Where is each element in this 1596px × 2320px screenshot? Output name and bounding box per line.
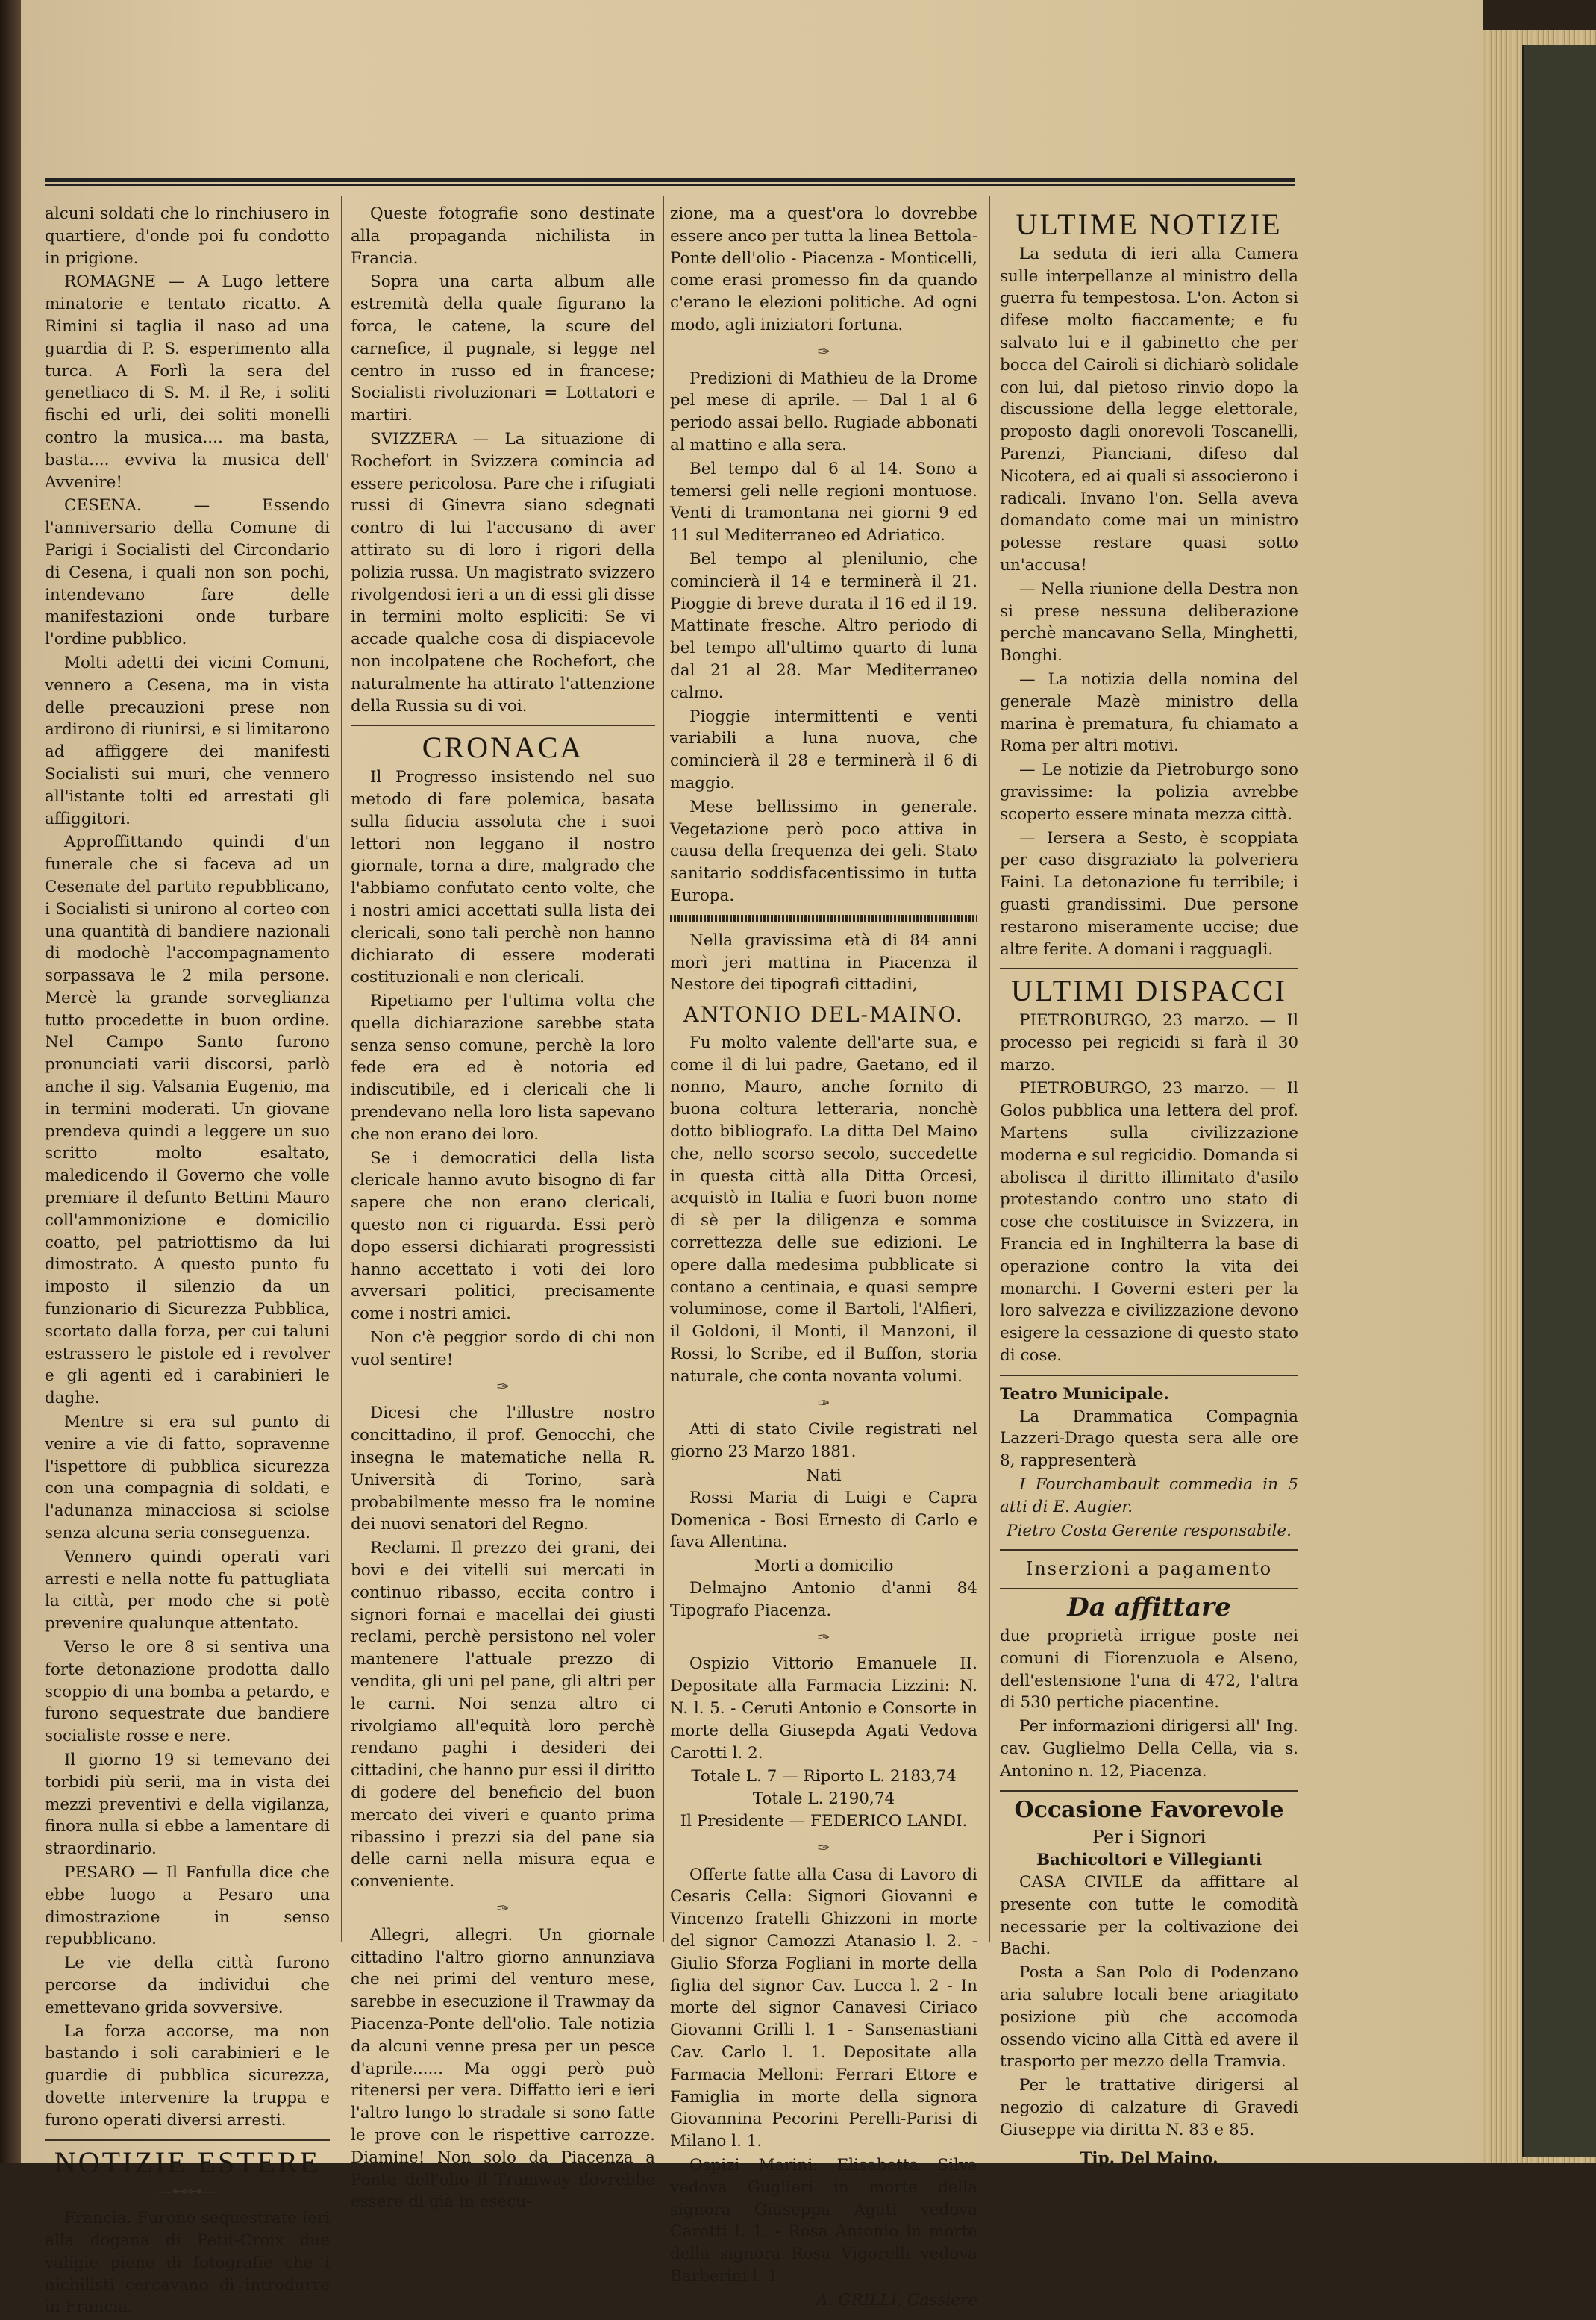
book-binding: [1522, 45, 1596, 2157]
article-text: Molti adetti dei vicini Comuni, vennero a Cesena, ma in vista delle precauzioni prese non ardirono di riunirsi, e si limitarono ad affiggere dei manifesti Socialisti sui muri, che vennero all'istante tolti ed arrestati gli affiggitori.: [45, 653, 330, 828]
column-4: [1000, 203, 1298, 2169]
section-heading-cronaca: CRONACA: [422, 731, 584, 765]
article-text: Vennero quindi operati vari arresti e nella notte fu pattugliata la città, per modo che si potè prevenire qualunque attentato.: [45, 1547, 330, 1633]
ornament: ✑: [817, 342, 830, 360]
teatro-text: La Drammatica Compagnia Lazzeri-Drago questa sera alle ore 8, rappresenterà: [1000, 1407, 1298, 1471]
morti-list: Delmajno Antonio d'anni 84 Tipografo Piacenza.: [670, 1579, 977, 1620]
section-heading-ultime-notizie: ULTIME NOTIZIE: [1016, 207, 1283, 241]
column-separator: [989, 196, 990, 1942]
section-divider: [1000, 968, 1298, 969]
presidente-line: Il Presidente — FEDERICO LANDI.: [680, 1811, 968, 1830]
casa-lavoro-offerte: Offerte fatte alla Casa di Lavoro di Cesaris Cella: Signori Giovanni e Vincenzo fratelli Ghizzoni in morte del signor Camozzi Atanasio l. 2. - Giulio Sforza Fogliani in morte della figlia del signor Cav. Lucca l. 2 - In morte del signor Canavesi Ciriaco Giovanni Grilli l. 1 - Sansenastiani Cav. Carlo l. 1. Depositate alla Farmacia Melloni: Ferrari Ettore e Famiglia in morte della signora Giovannina Pecorini Perelli-Parisi di Milano l. 1.: [670, 1865, 977, 2151]
ornament: ✑: [817, 1393, 830, 1412]
inserzioni-heading: Inserzioni a pagamento: [1025, 1558, 1273, 1580]
article-reclami: Reclami. Il prezzo dei grani, dei bovi e dei vitelli sui mercati in continuo ribasso, eccita contro i signori fornai e macellai dei giusti reclami, perchè persistono nel voler mantenere l'attuale prezzo di vendita, gli uni pel pane, gli altri per le carni. Noi senza altro ci rivolgiamo all'equità loro perchè rendano paghi i desideri dei cittadini, che hanno pur essi il diritto di godere del beneficio del buon mercato dei viveri e quanto prima ribassino i prezzi sia del pane sia delle carni nella misura equa e conveniente.: [351, 1539, 655, 1892]
article-text: Verso le ore 8 si sentiva una forte detonazione prodotta dallo scoppio di una bomba a petardo, e furono sequestrate due bandiere socialiste rosse e nere.: [45, 1638, 330, 1746]
article-text: — Iersera a Sesto, è scoppiata per caso disgraziato la polveriera Faini. La detonazione fu terribile; i guasti grandissimi. Due persone restarono miseramente uccise; due altre ferite. A domani i ragguagli.: [1000, 828, 1298, 959]
article-romagne: ROMAGNE — A Lugo lettere minatorie e tentato ricatto. A Rimini si taglia il naso ad una guardia di P. S. esperimento alla turca. A Forlì la sera del genetliaco di S. M. il Re, i soliti fischi ed urli, dei soliti monelli contro la musica.... ma basta, basta.... evviva la musica dell' Avvenire!: [45, 272, 330, 492]
dispatch: PIETROBURGO, 23 marzo. — Il Golos pubblica una lettera del prof. Martens sulla civilizzazione moderna e sul regicidio. Domanda si abolisca il diritto illimitato d'asilo protestando contro uno stato di cose che costituisce in Svizzera, in Francia ed in Inghilterra la base di operazione contro la vita dei monarchi. I Governi esteri per la loro salvezza e civilizzazione devono esigere la cessazione di questo stato di cose.: [1000, 1079, 1298, 1366]
section-divider: [670, 915, 977, 922]
article-text: Mese bellissimo in generale. Vegetazione però poco attiva in causa della frequenza dei geli. Stato sanitario soddisfacentissimo in tutta Europa.: [670, 797, 977, 905]
ospizi-marini: Ospizi Marini: Elisabetta Silva vedova Guglieri in morte della signora Giuseppa Agati vedova Carotti l. 1. - Rosa Antonio in morte della signora Rosa Vigorelli vedova Barberini l. 1.: [670, 2155, 977, 2286]
ornament: ✑: [496, 1377, 510, 1395]
article-dicesi: Dicesi che l'illustre nostro concittadino, il prof. Genocchi, che insegna le matematiche nella R. Università di Torino, sarà probabilmente messo fra le nomine dei nuovi senatori del Regno.: [351, 1404, 655, 1534]
section-heading-ultimi-dispacci: ULTIMI DISPACCI: [1011, 974, 1287, 1008]
obituary-name: ANTONIO DEL-MAINO.: [683, 1002, 964, 1028]
gerente-line: Pietro Costa Gerente responsabile.: [1007, 1521, 1292, 1540]
article-text: La forza accorse, ma non bastando i soli carabinieri e le guardie di pubblica sicurezza, dovette intervenire la truppa e furono operati diversi arresti.: [45, 2022, 330, 2130]
section-divider: [351, 725, 655, 726]
article-text: Se i democratici della lista clericale hanno avuto bisogno di far sapere che non erano clericali, questo non ci riguarda. Essi però dopo essersi dichiarati progressisti hanno accettato i voti dei loro avversari politici, precisamente come i nostri amici.: [351, 1148, 655, 1324]
column-2: [351, 203, 655, 2215]
section-heading-notizie-estere: NOTIZIE ESTERE: [54, 2145, 321, 2179]
morti-label: Morti a domicilio: [754, 1557, 894, 1576]
ad-subtitle: Per i Signori: [1092, 1827, 1207, 1848]
ornament: ✑: [817, 1838, 830, 1857]
ad-text: CASA CIVILE da affittare al presente con tutte le comodità necessarie per la coltivazione dei Bachi.: [1000, 1872, 1298, 1959]
article-text: Ripetiamo per l'ultima volta che quella dichiarazione sarebbe stata senza senso comune, perchè la loro fede era ed è notoria ed indiscutibile, ed i clericali che li prendevano nella loro lista sapevano che non erano dei loro.: [351, 992, 655, 1144]
printer-imprint: Tip. Del Maino.: [1080, 2148, 1218, 2168]
article-text: zione, ma a quest'ora lo dovrebbe essere anco per tutta la linea Bettola-Ponte dell'olio - Piacenza - Monticelli, come erasi promesso fin da quando c'erano le elezioni politiche. Ad ogni modo, agli iniziatori fortuna.: [670, 204, 977, 334]
ad-text: Posta a San Polo di Podenzano aria salubre locali bene ariagitato posizione più che accomoda ossendo vicino alla Città ed avere il trasporto per mezzo della Tramvia.: [1000, 1963, 1298, 2072]
article-cesena: CESENA. — Essendo l'anniversario della Comune di Parigi i Socialisti del Circondario di Cesena, i quali non son pochi, intendevano fare delle manifestazioni onde turbare l'ordine pubblico.: [45, 496, 330, 649]
article-text: — Le notizie da Pietroburgo sono gravissime: la polizia avrebbe scoperto essere minata mezza città.: [1000, 760, 1298, 824]
ornament: —⊷⊶—: [157, 2182, 217, 2201]
article-text: Bel tempo al plenilunio, che comincierà il 14 e terminerà il 21. Pioggie di breve durata il 16 ed il 19. Mattinate fresche. Altro periodo di bel tempo all'ultimo quarto di luna dal 21 al 28. Mar Mediterraneo calmo.: [670, 549, 977, 702]
article-text: La seduta di ieri alla Camera sulle interpellanze al ministro della guerra fu tempestosa. L'on. Acton si difese molto fiaccamente; e fu salvato lui e il gabinetto che per bocca del Cairoli si dichiarò solidale con lui, dal pietoso rinvio dopo la discussione della legge elettorale, proposto dagli onorevoli Toscanelli, Parenzi, Pianciani, difeso dal Nicotera, ed ai quali si associerono i radicali. Invano l'on. Sella aveva domandato come mai un ministro potesse restare quasi sotto un'accusa!: [1000, 244, 1298, 575]
article-text: Pioggie intermittenti e venti variabili a luna nuova, che comincierà il 28 e terminerà il 6 di maggio.: [670, 707, 977, 792]
article-text: — Nella riunione della Destra non si prese nessuna deliberazione perchè mancavano Sella, Minghetti, Bonghi.: [1000, 579, 1298, 666]
article-text: Mentre si era sul punto di venire a vie di fatto, sopravenne l'ispettore di pubblica sicurezza con una compagnia di soldati, e l'adunanza minacciosa si sciolse senza alcuna seria conseguenza.: [45, 1413, 330, 1543]
dispatch: PIETROBURGO, 23 marzo. — Il processo pei regicidi si farà il 30 marzo.: [1000, 1011, 1298, 1075]
obituary-intro: Nella gravissima età di 84 anni morì jeri mattina in Piacenza il Nestore dei tipografi cittadini,: [670, 931, 977, 995]
article-text: Bel tempo dal 6 al 14. Sono a temersi geli nelle regioni montuose. Venti di tramontana nei giorni 9 ed 11 sul Mediterraneo ed Adriatico.: [670, 459, 977, 545]
article-svizzera: SVIZZERA — La situazione di Rochefort in Svizzera comincia ad essere pericolosa. Pare che i rifugiati russi di Ginevra siano sdegnati contro di lui l'accusano di aver attirato su di loro i rigori della polizia russa. Un magistrato svizzero rivolgendosi ieri a un di essi gli disse in termini molto espliciti: Se vi accade qualche cosa di dispiacevole non incolpatene che Rochefort, che naturalmente ha attirato l'attenzione della Russia su di voi.: [351, 429, 655, 716]
article-text: alcuni soldati che lo rinchiusero in quartiere, d'onde poi fu condotto in prigione.: [45, 204, 330, 268]
ornament: ✑: [817, 1628, 830, 1646]
obituary-text: Fu molto valente dell'arte sua, e come il di lui padre, Gaetano, ed il nonno, Mauro, anche fornito di buona coltura letteraria, nonchè dotto bibliografo. La ditta Del Maino che, nello scorso secolo, succedette in questa città alla Ditta Orcesi, acquistò in Italia e fuori buon nome di sè per la diligenza e somma correttezza delle sue edizioni. Le opere dalla medesima pubblicate si contano a centinaia, e quasi sempre voluminose, come il Bartoli, l'Alfieri, il Goldoni, il Monti, il Manzoni, il Rossi, lo Scribe, ed il Buffon, storia naturale, che conta novanta volumi.: [670, 1033, 977, 1386]
column-separator: [663, 196, 664, 1942]
section-divider: [1000, 1588, 1298, 1589]
totale-line: Totale L. 2190,74: [752, 1789, 895, 1809]
article-pesaro: PESARO — Il Fanfulla dice che ebbe luogo a Pesaro una dimostrazione in senso repubblicano.: [45, 1863, 330, 1949]
section-divider: [1000, 1790, 1298, 1792]
ad-text: Per le trattative dirigersi al negozio di calzature di Gravedi Giuseppe via diritta N. 83 e 85.: [1000, 2076, 1298, 2139]
ospizio-offerte: Ospizio Vittorio Emanuele II. Depositate alla Farmacia Lizzini: N. N. l. 5. - Ceruti Antonio e Consorte in morte della Giusepda Agati Vedova Carotti l. 2.: [670, 1654, 977, 1763]
section-divider: [1000, 1375, 1298, 1376]
article-text: Il giorno 19 si temevano dei torbidi più serii, ma in vista dei mezzi preventivi e della vigilanza, finora nulla si ebbe a lamentare di straordinario.: [45, 1750, 330, 1859]
book-spine-edge: [0, 0, 21, 2163]
article-text: Non c'è peggior sordo di chi non vuol sentire!: [351, 1328, 655, 1369]
ad-text: Per informazioni dirigersi all' Ing. cav. Guglielmo Della Cella, via s. Antonino n. 12, Piacenza.: [1000, 1717, 1298, 1780]
article-text: Sopra una carta album alle estremità della quale figurano la forca, le catene, la scure del carnefice, il pugnale, si legge nel centro in russo ed in francese; Socialisti rivoluzionari = Lottatori e martiri.: [351, 272, 655, 425]
article-text: Queste fotografie sono destinate alla propaganda nichilista in Francia.: [351, 204, 655, 268]
column-3: [670, 203, 977, 2312]
totale-line: Totale L. 7 — Riporto L. 2183,74: [691, 1767, 957, 1786]
ad-subtitle: Bachicoltori e Villegianti: [1036, 1851, 1262, 1870]
article-text: Approffittando quindi d'un funerale che si faceva ad un Cesenate del partito repubblicano, i Socialisti si unirono al corteo con una quantità di bandiere nazionali di modochè l'accompagnamento sorpassava le 2 mila persone. Mercè la grande sorveglianza tutto procedette in buon ordine. Nel Campo Santo furono pronunciati varii discorsi, parlò anche il sig. Valsania Eugenio, ma in termini moderati. Un giovane prendeva quindi a leggere un suo scritto molto esaltato, maledicendo il Governo che volle premiare il defunto Bettini Mauro coll'ammonizione e domicilio coatto, pel patriottismo da lui dimostrato. A questo punto fu imposto il silenzio da un funzionario di Sicurezza Pubblica, scortato dalla forza, per cui taluni estrassero le pistole ed i revolver e gli agenti ed i carabinieri le daghe.: [45, 833, 330, 1408]
article-allegri: Allegri, allegri. Un giornale cittadino l'altro giorno annunziava che nei primi del venturo mese, sarebbe in esecuzione il Trawmay da Piacenza-Ponte dell'olio. Tale notizia da alcuni venne presa per un pesce d'aprile...... Ma oggi però può ritenersi per vera. Diffatto ieri e ieri l'altro lungo lo stradale si sono fatte le prove con le rispettive carrozze. Diamine! Non solo da Piacenza a Ponte dell'olio il Tramway dovrebbe essere di già in esecu-: [351, 1925, 655, 2212]
column-1: [45, 203, 330, 2320]
article-progresso: Il Progresso insistendo nel suo metodo di fare polemica, basata sulla fiducia assoluta che i suoi lettori non leggano il nostro giornale, torna a dire, malgrado che l'abbiamo confutato cento volte, che i nostri amici accettati sulla lista dei clericali, sono tali perchè non hanno dichiarato di essere moderati costituzionali e non clericali.: [351, 768, 655, 987]
top-rule-thin: [45, 184, 1295, 186]
ad-text: due proprietà irrigue poste nei comuni di Fiorenzuola e Alseno, dell'estensione l'una di 472, l'altra di 530 pertiche piacentine.: [1000, 1627, 1298, 1713]
nati-label: Nati: [806, 1466, 842, 1486]
ad-title-affittare: Da affittare: [1067, 1592, 1231, 1623]
article-predizioni: Predizioni di Mathieu de la Drome pel mese di aprile. — Dal 1 al 6 periodo assai bello. Rugiade abbonati al mattino e alla sera.: [670, 369, 977, 454]
article-text: Le vie della città furono percorse da individui che emettevano grida sovversive.: [45, 1954, 330, 2017]
section-divider: [1000, 1549, 1298, 1551]
top-rule: [45, 178, 1295, 182]
article-text: — La notizia della nomina del generale Mazè ministro della marina è prematura, fu chiamato a Roma per altri motivi.: [1000, 669, 1298, 756]
cassiere-signature: A. GRILLI, Cassiere: [816, 2290, 977, 2310]
ad-title-occasione: Occasione Favorevole: [1014, 1796, 1284, 1823]
stato-civile-title: Atti di stato Civile registrati nel giorno 23 Marzo 1881.: [670, 1420, 977, 1462]
article-francia: Francia. Furono sequestrate ieri alla dogana di Petit-Croix due valigie piene di fotografie che i nichilisti cercavano di introdurre in Francia.: [45, 2209, 330, 2317]
column-separator: [341, 196, 342, 1942]
section-divider: [45, 2139, 330, 2141]
teatro-heading: Teatro Municipale.: [1000, 1384, 1170, 1404]
teatro-play: I Fourchambault commedia in 5 atti di E. Augier.: [1000, 1475, 1298, 1516]
ornament: ✑: [496, 1898, 510, 1917]
nati-list: Rossi Maria di Luigi e Capra Domenica - Bosi Ernesto di Carlo e fava Allentina.: [670, 1488, 977, 1552]
